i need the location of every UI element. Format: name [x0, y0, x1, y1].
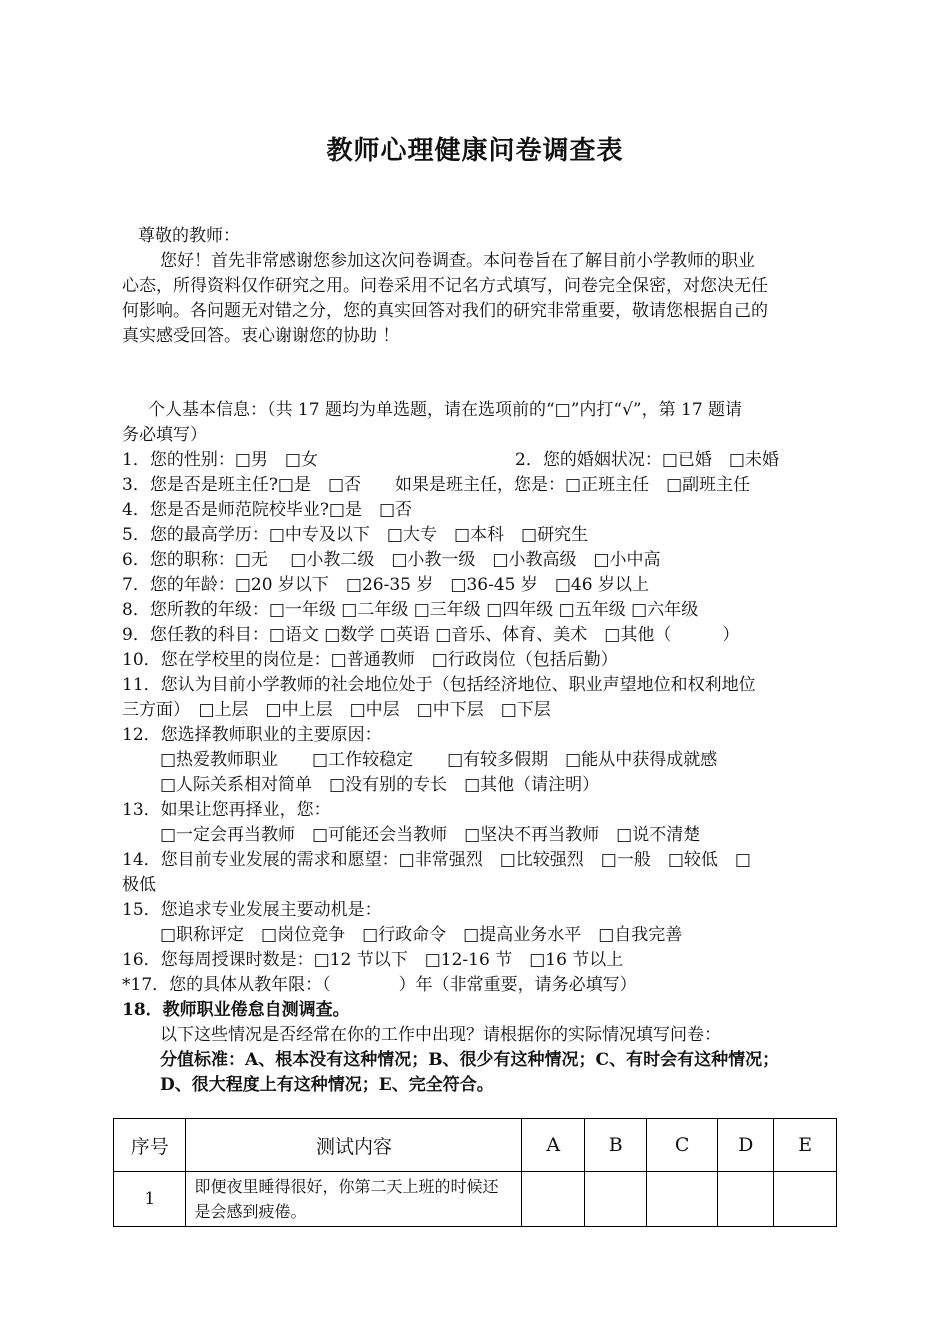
intro-line-3: 何影响。各问题无对错之分，您的真实回答对我们的研究非常重要，敬请您根据自己的 [122, 301, 768, 321]
row-content: 即便夜里睡得很好，你第二天上班的时候还是会感到疲倦。 [186, 1172, 522, 1227]
basic-info-line-1: 个人基本信息：（共 17 题均为单选题，请在选项前的“□”内打“√”，第 17 题请 [148, 400, 743, 420]
question-2: 2．您的婚姻状况：□已婚 □未婚 [515, 450, 779, 470]
question-8: 8．您所教的年级：□一年级 □二年级 □三年级 □四年级 □五年级 □六年级 [122, 600, 699, 620]
basic-info-line-2: 务必填写） [122, 425, 207, 445]
question-11-line-1: 11．您认为目前小学教师的社会地位处于（包括经济地位、职业声望地位和权利地位 [122, 675, 756, 695]
header-d: D [717, 1119, 774, 1172]
question-1: 1．您的性别：□男 □女 [122, 450, 318, 470]
question-5: 5．您的最高学历：□中专及以下 □大专 □本科 □研究生 [122, 525, 589, 545]
question-11-line-2: 三方面） □上层 □中上层 □中层 □中下层 □下层 [122, 700, 551, 720]
intro-line-2: 心态，所得资料仅作研究之用。问卷采用不记名方式填写，问卷完全保密，对您决无任 [122, 276, 768, 296]
question-6: 6．您的职称：□无 □小教二级 □小教一级 □小教高级 □小中高 [122, 550, 661, 570]
question-18-description: 以下这些情况是否经常在你的工作中出现？请根据你的实际情况填写问卷： [160, 1025, 721, 1045]
question-7: 7．您的年龄：□20 岁以下 □26-35 岁 □36-45 岁 □46 岁以上 [122, 575, 649, 595]
question-14-line-2: 极低 [122, 875, 156, 895]
header-c: C [647, 1119, 717, 1172]
answer-cell-c[interactable] [647, 1172, 717, 1227]
question-18: 18．教师职业倦怠自测调查。 [122, 1000, 350, 1020]
score-standard-line-2: D、很大程度上有这种情况；E、完全符合。 [160, 1075, 494, 1095]
table-header-row [114, 1119, 837, 1172]
question-4: 4．您是否是师范院校毕业?□是 □否 [122, 500, 413, 520]
question-12-options-1: □热爱教师职业 □工作较稳定 □有较多假期 □能从中获得成就感 [160, 750, 718, 770]
burnout-table [113, 1118, 837, 1227]
question-15: 15．您追求专业发展主要动机是： [122, 900, 382, 920]
score-standard-line-1: 分值标准：A、根本没有这种情况；B、很少有这种情况；C、有时会有这种情况； [160, 1050, 780, 1070]
question-12: 12．您选择教师职业的主要原因： [122, 725, 382, 745]
page-title: 教师心理健康问卷调查表 [326, 136, 624, 166]
question-16: 16．您每周授课时数是：□12 节以下 □12-16 节 □16 节以上 [122, 950, 624, 970]
intro-line-4: 真实感受回答。衷心谢谢您的协助 ！ [122, 326, 400, 346]
intro-line-1: 您好！首先非常感谢您参加这次问卷调查。本问卷旨在了解目前小学教师的职业 [160, 251, 755, 271]
question-15-options: □职称评定 □岗位竞争 □行政命令 □提高业务水平 □自我完善 [160, 925, 683, 945]
header-content: 测试内容 [186, 1119, 522, 1172]
question-13-options: □一定会再当教师 □可能还会当教师 □坚决不再当教师 □说不清楚 [160, 825, 701, 845]
answer-cell-e[interactable] [774, 1172, 837, 1227]
answer-cell-d[interactable] [717, 1172, 774, 1227]
header-b: B [584, 1119, 647, 1172]
question-14-line-1: 14．您目前专业发展的需求和愿望：□非常强烈 □比较强烈 □一般 □较低 □ [122, 850, 751, 870]
question-13: 13．如果让您再择业，您： [122, 800, 331, 820]
question-12-options-2: □人际关系相对简单 □没有别的专长 □其他（请注明） [160, 775, 600, 795]
header-number: 序号 [114, 1119, 186, 1172]
header-a: A [522, 1119, 585, 1172]
row-number: 1 [114, 1172, 186, 1227]
answer-cell-b[interactable] [584, 1172, 647, 1227]
question-3: 3．您是否是班主任?□是 □否 如果是班主任，您是：□正班主任 □副班主任 [122, 475, 751, 495]
table-row [114, 1172, 837, 1227]
question-10: 10．您在学校里的岗位是：□普通教师 □行政岗位（包括后勤） [122, 650, 618, 670]
question-9: 9．您任教的科目：□语文 □数学 □英语 □音乐、体育、美术 □其他（ ） [122, 625, 740, 645]
header-e: E [774, 1119, 837, 1172]
answer-cell-a[interactable] [522, 1172, 585, 1227]
greeting: 尊敬的教师： [138, 226, 240, 246]
question-17: *17．您的具体从教年限：（ ）年（非常重要，请务必填写） [122, 975, 637, 995]
